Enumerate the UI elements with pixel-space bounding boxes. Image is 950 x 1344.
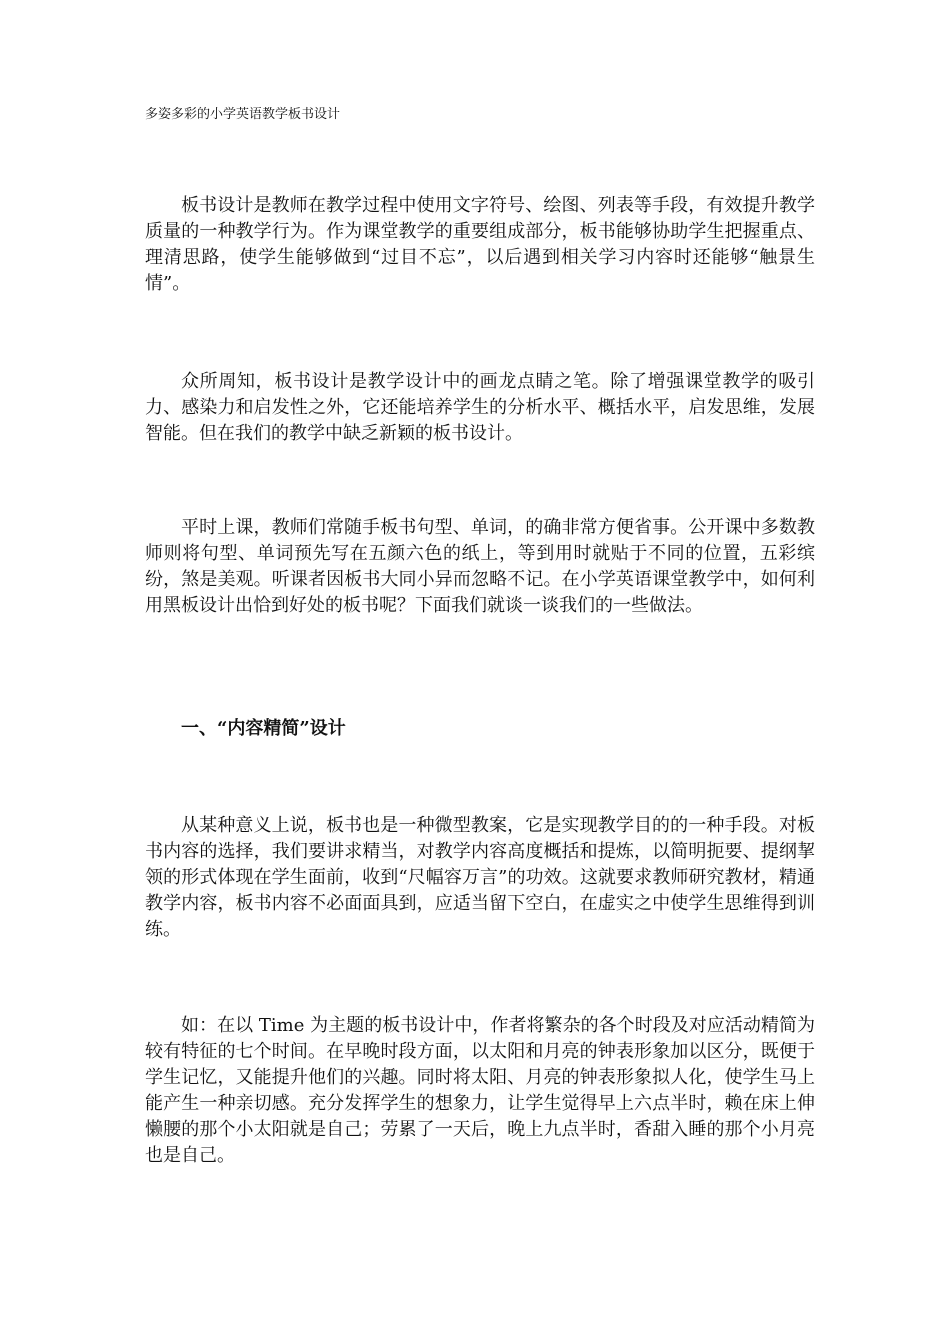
paragraph-time-example: 如：在以 Time 为主题的板书设计中，作者将繁杂的各个时段及对应活动精简为较有特征的七个时间。在早晚时段方面，以太阳和月亮的钟表形象加以区分，既便于学生记忆，又能提升他们的兴趣。同时将太阳、月亮的钟表形象拟人化，使学生马上能产生一种亲切感。充分发挥学生的想象力，让学生觉得早上六点半时，赖在床上伸懒腰的那个小太阳就是自己；劳累了一天后，晚上九点半时，香甜入睡的那个小月亮也是自己。 [145,1015,815,1166]
paragraph-content-selection: 从某种意义上说，板书也是一种微型教案，它是实现教学目的的一种手段。对板书内容的选择，我们要讲求精当，对教学内容高度概括和提炼，以简明扼要、提纲挈领的形式体现在学生面前，收到“尺幅容万言”的功效。这就要求教师研究教材，精通教学内容，板书内容不必面面具到，应适当留下空白，在虚实之中使学生思维得到训练。 [145,815,815,940]
paragraph-current-practice: 平时上课，教师们常随手板书句型、单词，的确非常方便省事。公开课中多数教师则将句型、单词预先写在五颜六色的纸上，等到用时就贴于不同的位置，五彩缤纷，煞是美观。听课者因板书大同小异而忽略不记。在小学英语课堂教学中，如何利用黑板设计出恰到好处的板书呢？下面我们就谈一谈我们的一些做法。 [145,517,815,616]
section-heading: 一、“内容精简”设计 [181,718,346,739]
paragraph-intro: 板书设计是教师在教学过程中使用文字符号、绘图、列表等手段，有效提升教学质量的一种教学行为。作为课堂教学的重要组成部分，板书能够协助学生把握重点、理清思路，使学生能够做到“过目不忘”，以后遇到相关学习内容时还能够“触景生情”。 [145,195,815,294]
paragraph-importance: 众所周知，板书设计是教学设计中的画龙点睛之笔。除了增强课堂教学的吸引力、感染力和启发性之外，它还能培养学生的分析水平、概括水平，启发思维，发展智能。但在我们的教学中缺乏新颖的板书设计。 [145,371,815,444]
page-header-title: 多姿多彩的小学英语教学板书设计 [145,107,341,122]
